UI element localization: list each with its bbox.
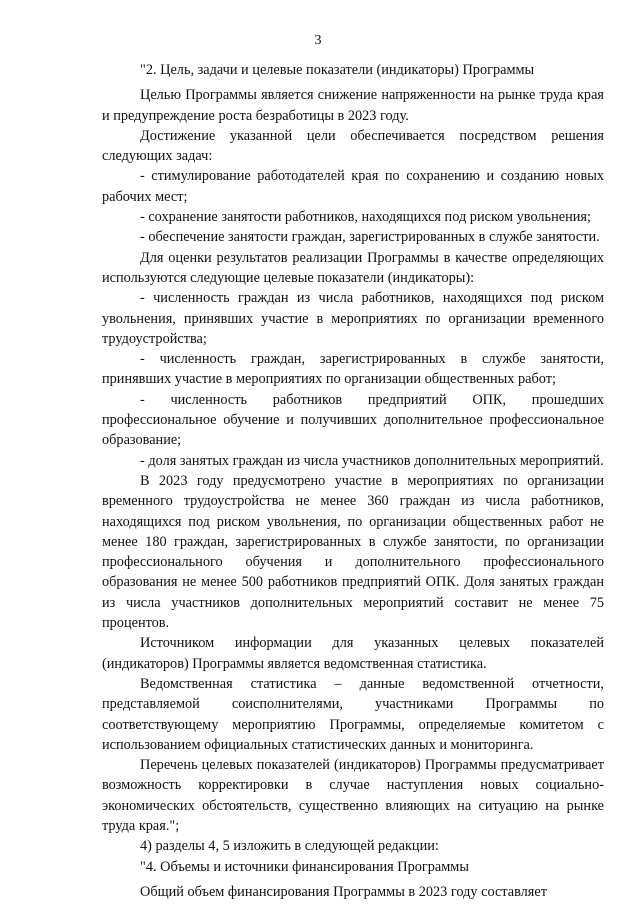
task-item: - обеспечение занятости граждан, зарегистрированных в службе занятости. — [140, 229, 600, 246]
indicator-item: - численность граждан из числа работников, находящихся под риском увольнения, принявших участие в мероприятиях по организации временного трудоустройства; — [102, 290, 604, 347]
paragraph-tasks-intro: Достижение указанной цели обеспечивается посредством решения следующих задач: — [102, 127, 604, 165]
section-heading: "4. Объемы и источники финансирования Программы — [140, 858, 469, 875]
paragraph-2023-plan: В 2023 году предусмотрено участие в мероприятиях по организации временного трудоустройства не менее 360 граждан из числа работников, находящихся под риском увольнения, по организации общественных работ не менее 180 граждан, зарегистрированных в службе занятости, по организации профессионального обучения и дополнительного профессионального образования не менее 500 работников предприятий ОПК. Доля занятых граждан из числа участников дополнительных мероприятий составит не менее 75 процентов. — [102, 472, 604, 632]
section-heading: "2. Цель, задачи и целевые показатели (индикаторы) Программы — [140, 62, 535, 78]
task-item: - стимулирование работодателей края по сохранению и созданию новых рабочих мест; — [102, 168, 604, 205]
paragraph-departmental-statistics: Ведомственная статистика – данные ведомственной отчетности, представляемой соисполнителями, участниками Программы по соответствующему мероприятию Программы, определяемые комитетом с использованием официальных статистических данных и мониторинга. — [102, 675, 604, 753]
paragraph-info-source: Источником информации для указанных целевых показателей (индикаторов) Программы является ведомственная статистика. — [102, 635, 604, 672]
paragraph-funding: Общий объем финансирования Программы в 2023 году составляет — [140, 883, 547, 900]
page-number: 3 — [314, 33, 322, 48]
paragraph-indicators-intro: Для оценки результатов реализации Программы в качестве определяющих используются следующие целевые показатели (индикаторы): — [102, 249, 604, 286]
task-item: - сохранение занятости работников, находящихся под риском увольнения; — [140, 209, 591, 226]
paragraph-indicator-adjustment: Перечень целевых показателей (индикаторов) Программы предусматривает возможность корректировки в случае наступления новых социально-экономических обстоятельств, существенно влияющих на ситуацию на рынке труда края."; — [102, 757, 604, 834]
amendment-item: 4) разделы 4, 5 изложить в следующей редакции: — [140, 838, 439, 855]
indicator-item: - численность граждан, зарегистрированных в службе занятости, принявших участие в мероприятиях по организации общественных работ; — [102, 351, 604, 388]
paragraph-goal: Целью Программы является снижение напряженности на рынке труда края и предупреждение роста безработицы в 2023 году. — [102, 87, 604, 124]
indicator-item: - доля занятых граждан из числа участников дополнительных мероприятий. — [140, 452, 604, 469]
document-body — [102, 60, 604, 902]
indicator-item: - численность работников предприятий ОПК, прошедших профессиональное обучение и получивших дополнительное профессиональное образование; — [102, 391, 604, 449]
